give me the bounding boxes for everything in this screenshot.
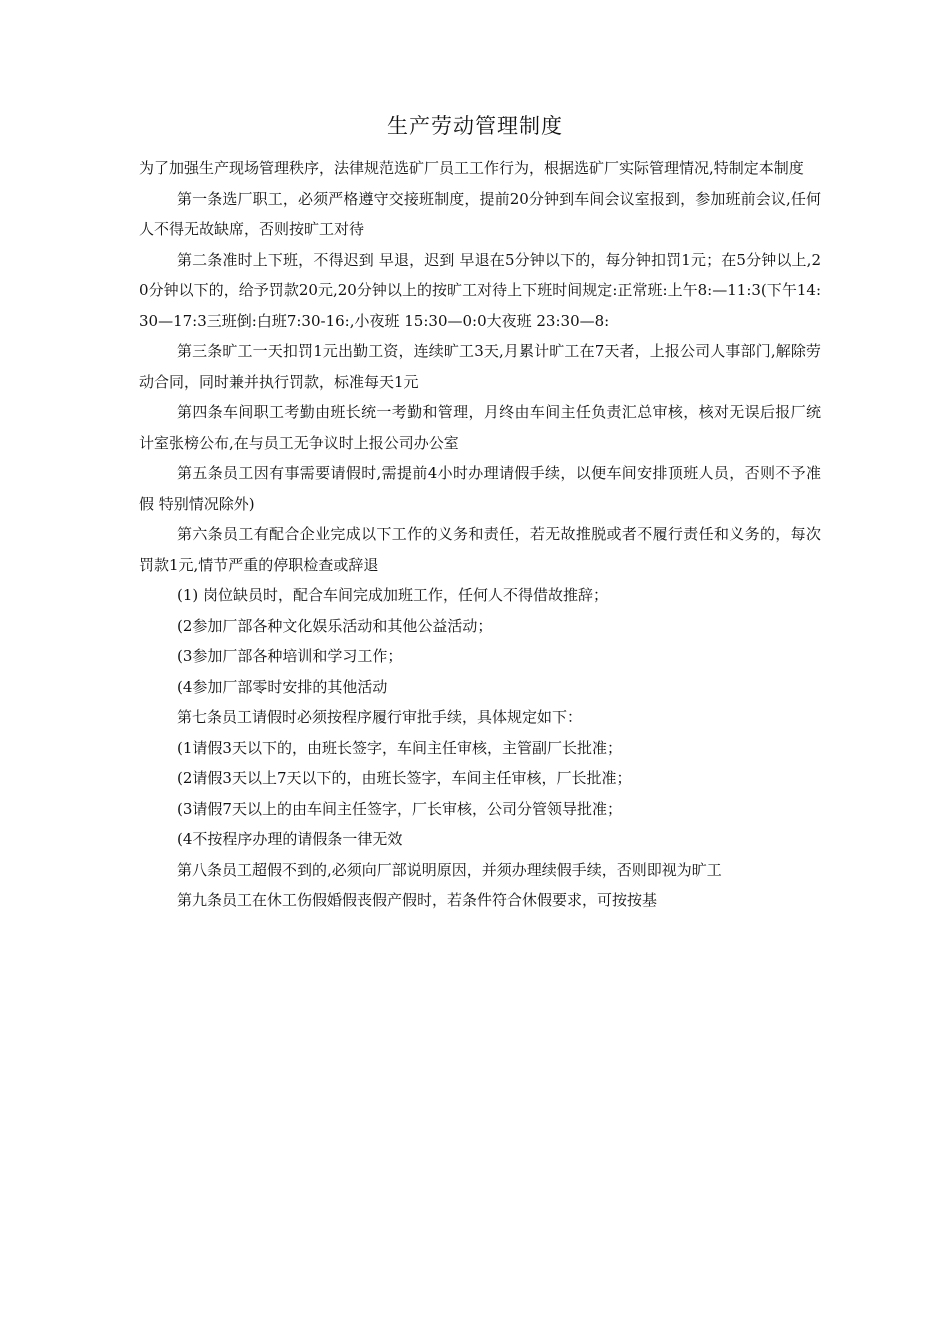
article-6: 第六条员工有配合企业完成以下工作的义务和责任，若无故推脱或者不履行责任和义务的，每次罚款1元,情节严重的停职检查或辞退 [139, 525, 821, 574]
article-1: 第一条选厂职工，必须严格遵守交接班制度，提前20分钟到车间会议室报到，参加班前会议,任何人不得无故缺席，否则按旷工对待 [139, 189, 821, 238]
article-8: 第八条员工超假不到的,必须向厂部说明原因，并须办理续假手续，否则即视为旷工 [177, 860, 722, 879]
article-6-item-1: (1) 岗位缺员时，配合车间完成加班工作，任何人不得借故推辞； [177, 586, 609, 604]
article-6-item-2: (2参加厂部各种文化娱乐活动和其他公益活动； [177, 616, 493, 635]
intro-paragraph: 为了加强生产现场管理秩序，法律规范选矿厂员工工作行为，根据选矿厂实际管理情况,特制定本制度 [139, 159, 804, 177]
article-9: 第九条员工在休工伤假婚假丧假产假时，若条件符合休假要求，可按按基 [177, 891, 658, 909]
article-4: 第四条车间职工考勤由班长统一考勤和管理，月终由车间主任负责汇总审核，核对无误后报厂统计室张榜公布,在与员工无争议时上报公司办公室 [139, 403, 821, 452]
article-7-item-4: (4不按程序办理的请假条一律无效 [177, 830, 403, 848]
article-5: 第五条员工因有事需要请假时,需提前4小时办理请假手续，以便车间安排顶班人员，否则不予准假 特别情况除外) [139, 464, 821, 513]
article-7-item-2: (2请假3天以上7天以下的，由班长签字，车间主任审核，厂长批准； [177, 769, 632, 787]
article-6-item-4: (4参加厂部零时安排的其他活动 [177, 677, 388, 696]
article-7-item-3: (3请假7天以上的由车间主任签字，厂长审核，公司分管领导批准； [177, 799, 622, 818]
article-7: 第七条员工请假时必须按程序履行审批手续，具体规定如下： [177, 708, 583, 726]
document-title: 生产劳动管理制度 [387, 114, 563, 138]
article-3: 第三条旷工一天扣罚1元出勤工资，连续旷工3天,月累计旷工在7天者，上报公司人事部门,解除劳动合同，同时兼并执行罚款，标准每天1元 [139, 342, 821, 391]
article-7-item-1: (1请假3天以下的，由班长签字，车间主任审核，主管副厂长批准； [177, 738, 622, 757]
article-6-item-3: (3参加厂部各种培训和学习工作； [177, 647, 403, 665]
document-body [139, 153, 821, 916]
article-2: 第二条准时上下班，不得迟到 早退，迟到 早退在5分钟以下的，每分钟扣罚1元；在5分钟以上,20分钟以下的，给予罚款20元,20分钟以上的按旷工对待上下班时间规定:正常班:上午8:—11:3(下午14:30—17:3三班倒:白班7:30-16:,小夜班 15:30—0:0大夜班 23:30—8: [139, 250, 821, 330]
